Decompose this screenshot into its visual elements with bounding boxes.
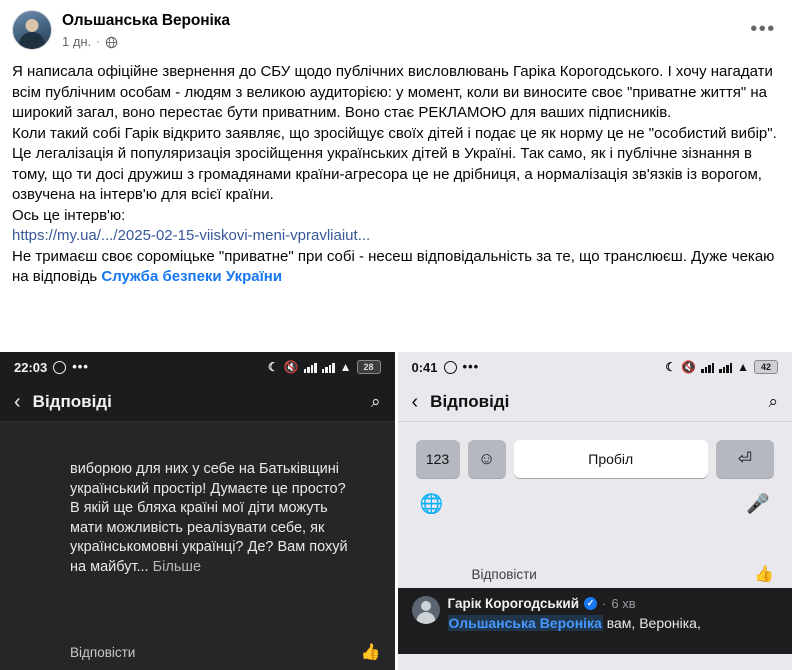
nav-title: Відповіді [430,391,510,411]
comment-mention[interactable]: Ольшанська Вероніка [448,615,602,631]
thumbs-up-icon[interactable]: 👍 [754,566,774,583]
post-paragraph-4 [12,247,780,288]
signal-bars-secondary-icon [719,362,732,373]
wifi-icon: ▲ [737,360,749,374]
post-mention-sbu[interactable]: Служба безпеки України [101,268,283,285]
key-numbers[interactable]: 123 [416,440,460,478]
status-bar-right [398,352,792,382]
post-meta [62,34,746,50]
whatsapp-icon [444,361,457,374]
reply-button[interactable]: Відповісти [471,566,537,582]
screenshot-left[interactable] [0,352,395,670]
reply-button[interactable]: Відповісти [70,644,136,660]
post-paragraph-3: Ось це інтерв'ю: [12,206,126,224]
mute-icon: 🔇 [283,360,299,374]
comment-bubble [70,460,350,577]
meta-separator-dot: · [96,36,100,48]
whatsapp-icon [53,361,66,374]
nav-bar-right [398,382,792,422]
battery-indicator: 42 [754,360,778,374]
post-header [0,0,792,60]
nav-bar-left [0,382,395,422]
chevron-left-icon[interactable]: ‹ [411,390,419,413]
comment-text-rest: вам, Вероніка, [602,615,701,631]
comment-separator-dot: · [602,596,607,611]
search-icon[interactable]: ⌕ [370,391,381,411]
signal-bars-icon [304,362,317,373]
reply-row-right [398,558,792,588]
status-time: 0:41 [411,359,438,375]
keyboard-row-utility [416,492,775,516]
emoji-icon[interactable]: ☺ [468,440,506,478]
ellipsis-icon: ••• [750,18,776,40]
comment-item [398,588,792,654]
comment-body [448,596,779,654]
key-return[interactable]: ⏎ [716,440,774,478]
post-options-button[interactable] [746,12,780,46]
signal-bars-icon [701,362,714,373]
post-author-name[interactable]: Ольшанська Вероніка [62,12,230,29]
post-link[interactable]: https://my.ua/.../2025-02-15-viiskovi-meni-vpravliaiut... [12,227,371,244]
comment-author[interactable]: Гарік Корогодський [447,596,580,611]
globe-icon[interactable] [105,36,118,49]
post-paragraph-4-text: Не тримаєш своє сороміцьке "приватне" при собі - несеш відповідальність за те, що транслюєш. Дуже чекаю на відповідь [12,247,775,285]
avatar[interactable] [412,596,440,624]
thumbs-up-icon[interactable]: 👍 [360,644,381,661]
crescent-moon-icon: ☾ [665,360,677,374]
see-more-link[interactable]: Більше [152,558,202,575]
microphone-icon[interactable]: 🎤 [746,494,770,515]
post-timestamp[interactable]: 1 дн. [62,34,92,49]
comment-header [448,596,779,611]
on-screen-keyboard[interactable] [398,422,792,558]
nav-title: Відповіді [32,391,112,411]
battery-indicator: 28 [357,360,381,374]
verified-badge-icon: ✓ [584,597,597,610]
attached-screenshots [0,352,792,670]
post-paragraph-2: Коли такий собі Гарік відкрито заявляє, що зросійщує своїх дітей і подає це як норму це не "особистий вибір". Це легалізація й популяризація зросійщення українських дітей в Україні. Так само, як і публічне зізнання в тому, що ти досі дружиш з громадянами країни-агресора це не дрібниця, а нормалізація зв'язків із ворогом, озвучена на інтерв'ю для всієї країни. [12,124,777,203]
signal-bars-secondary-icon [322,362,335,373]
post-header-text [62,10,746,50]
ellipsis-icon: ••• [72,359,89,374]
comment-timestamp: 6 хв [611,596,636,611]
chevron-left-icon[interactable]: ‹ [14,390,21,413]
mute-icon: 🔇 [681,360,697,374]
comment-text: виборюю для них у себе на Батьківщині український простір! Думаєте це просто? В якій ще бляха країні мої діти можуть мати можливість реалізувати себе, як українськомовні українці? Де? Вам похуй на майбут... [70,461,348,575]
wifi-icon: ▲ [339,360,352,374]
search-icon[interactable]: ⌕ [768,391,778,411]
reply-row-left [70,642,381,662]
avatar[interactable] [12,10,52,50]
status-time: 22:03 [14,359,48,375]
post-paragraph-1: Я написала офіційне звернення до СБУ щодо публічних висловлювань Гаріка Корогодського. І хочу нагадати всім публічним особам - людям з великою аудиторією: у момент, коли ви виносите своє "приватне життя" на широкий загал, воно перестає бути приватним. Воно стає РЕКЛАМОЮ для ваших підписників. [12,63,773,121]
screenshot-right[interactable] [398,352,792,670]
ellipsis-icon: ••• [462,359,480,374]
comment-text [448,614,779,632]
post-body [0,60,792,288]
key-space[interactable]: Пробіл [514,440,709,478]
crescent-moon-icon: ☾ [267,360,279,374]
globe-icon[interactable]: 🌐 [419,494,444,515]
status-bar-left [0,352,395,382]
message-area-left [0,422,395,670]
keyboard-row-bottom [416,440,775,478]
